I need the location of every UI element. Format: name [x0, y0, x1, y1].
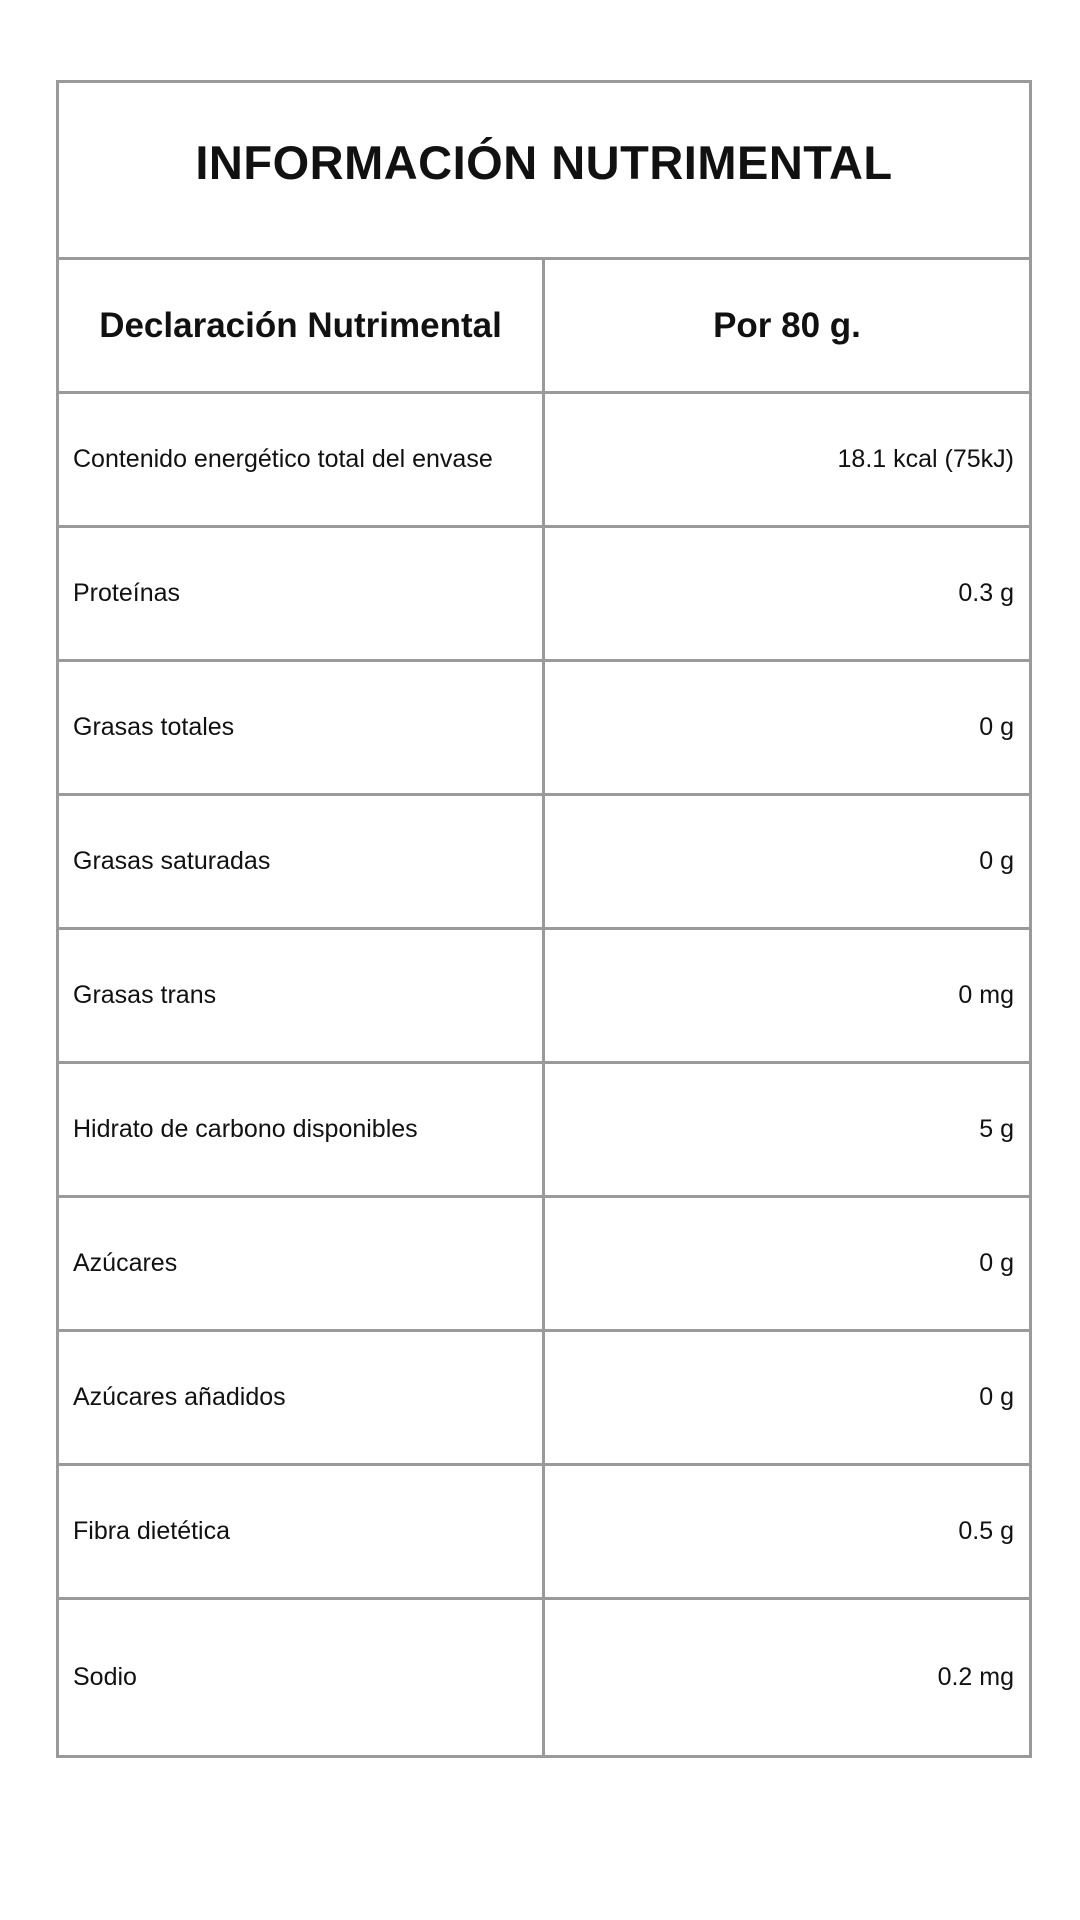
table-row	[59, 528, 1029, 662]
header-value-column: Por 80 g.	[713, 305, 861, 345]
row-label-cell	[59, 1064, 545, 1195]
row-label-cell	[59, 528, 545, 659]
row-label: Azúcares	[73, 1249, 178, 1277]
title-row	[59, 83, 1029, 260]
row-value-cell	[545, 1198, 1029, 1329]
row-label-cell	[59, 1198, 545, 1329]
row-value: 0 g	[979, 1249, 1014, 1277]
row-value-cell	[545, 528, 1029, 659]
row-value-cell	[545, 662, 1029, 793]
row-value: 0.3 g	[958, 579, 1014, 607]
row-label: Grasas saturadas	[73, 847, 271, 875]
row-value-cell	[545, 1600, 1029, 1755]
row-value-cell	[545, 930, 1029, 1061]
row-label: Hidrato de carbono disponibles	[73, 1115, 418, 1143]
table-row	[59, 1466, 1029, 1600]
table-title: INFORMACIÓN NUTRIMENTAL	[195, 135, 893, 189]
header-value-cell	[545, 260, 1029, 391]
row-value-cell	[545, 394, 1029, 525]
table-row	[59, 930, 1029, 1064]
table-row	[59, 394, 1029, 528]
row-label: Grasas trans	[73, 981, 217, 1009]
table-row	[59, 1198, 1029, 1332]
row-label-cell	[59, 930, 545, 1061]
table-row	[59, 1332, 1029, 1466]
row-label-cell	[59, 662, 545, 793]
row-value: 5 g	[979, 1115, 1014, 1143]
row-value-cell	[545, 796, 1029, 927]
row-label: Contenido energético total del envase	[73, 445, 493, 473]
row-label: Sodio	[73, 1663, 137, 1691]
row-label-cell	[59, 1332, 545, 1463]
row-value: 0 g	[979, 847, 1014, 875]
row-value: 18.1 kcal (75kJ)	[837, 445, 1014, 473]
header-label-cell	[59, 260, 545, 391]
nutrition-table	[56, 80, 1032, 1758]
row-label: Proteínas	[73, 579, 181, 607]
header-row	[59, 260, 1029, 394]
table-row	[59, 796, 1029, 930]
row-value: 0.5 g	[958, 1517, 1014, 1545]
row-label-cell	[59, 796, 545, 927]
row-label: Grasas totales	[73, 713, 235, 741]
row-value: 0 mg	[958, 981, 1014, 1009]
table-row	[59, 1064, 1029, 1198]
row-value-cell	[545, 1466, 1029, 1597]
row-label: Azúcares añadidos	[73, 1383, 286, 1411]
table-row	[59, 1600, 1029, 1755]
table-row	[59, 662, 1029, 796]
row-label-cell	[59, 1466, 545, 1597]
row-label: Fibra dietética	[73, 1517, 231, 1545]
row-value-cell	[545, 1064, 1029, 1195]
row-value: 0.2 mg	[937, 1663, 1014, 1691]
row-value: 0 g	[979, 713, 1014, 741]
header-label-column: Declaración Nutrimental	[99, 305, 502, 345]
row-label-cell	[59, 1600, 545, 1755]
row-value-cell	[545, 1332, 1029, 1463]
row-value: 0 g	[979, 1383, 1014, 1411]
row-label-cell	[59, 394, 545, 525]
